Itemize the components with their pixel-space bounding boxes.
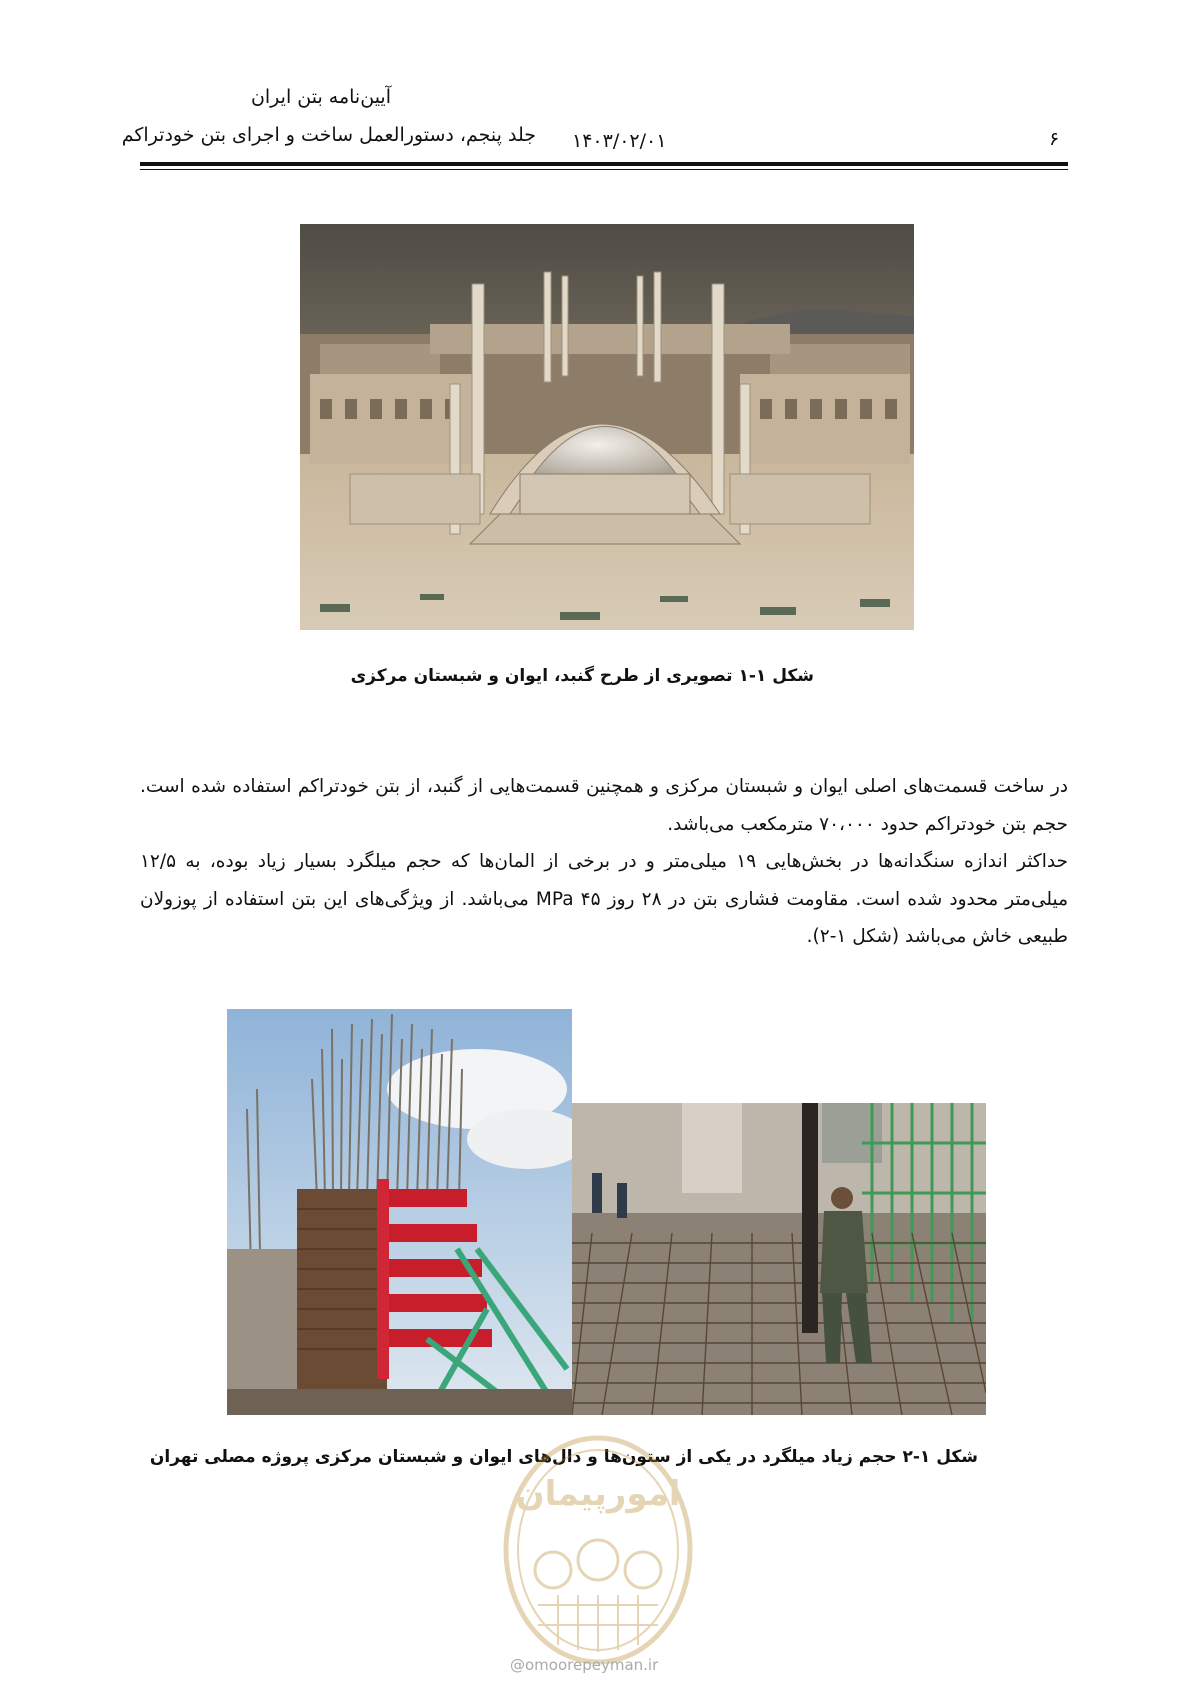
watermark-url: @omoorepeyman.ir: [510, 1656, 659, 1674]
header-title: آیین‌نامه بتن ایران: [250, 86, 391, 108]
watermark-text: امورپیمان: [515, 1474, 681, 1514]
header-subtitle: جلد پنجم، دستورالعمل ساخت و اجرای بتن خودتراکم: [121, 124, 536, 146]
figure1-mosque-model-photo: [300, 224, 914, 630]
body-text: [140, 768, 1068, 956]
page-number: ۶: [1049, 128, 1060, 150]
figure2-slab-rebar-photo: [572, 1103, 986, 1415]
figure2-column-rebar-photo: [227, 1009, 572, 1415]
figure1-caption: شکل ۱-۱ تصویری از طرح گنبد، ایوان و شبستان مرکزی: [350, 666, 814, 686]
header-date: ۱۴۰۳/۰۲/۰۱: [572, 130, 667, 152]
watermark-logo: [498, 1430, 698, 1670]
paragraph-2: حداکثر اندازه سنگدانه‌ها در بخش‌هایی ۱۹ میلی‌متر و در برخی از المان‌ها که حجم میلگرد بسیار زیاد بوده، به ۱۲/۵ میلی‌متر محدود شده است. مقاومت فشاری بتن در ۲۸ روز MPa ۴۵ می‌باشد. از ویژگی‌های این بتن استفاده از پوزولان طبیعی خاش می‌باشد (شکل ۱-۲).: [140, 851, 1068, 947]
paragraph-1: در ساخت قسمت‌های اصلی ایوان و شبستان مرکزی و همچنین قسمت‌هایی از گنبد، از بتن خودتراکم استفاده شده است. حجم بتن خودتراکم حدود ۷۰،۰۰۰ مترمکعب می‌باشد.: [140, 776, 1068, 835]
header-rule-thick: [140, 162, 1068, 166]
header-rule-thin: [140, 169, 1068, 170]
figure2-caption: شکل ۱-۲ حجم زیاد میلگرد در یکی از ستون‌ها و دال‌های ایوان و شبستان مرکزی پروژه مصلی تهران: [149, 1447, 978, 1467]
